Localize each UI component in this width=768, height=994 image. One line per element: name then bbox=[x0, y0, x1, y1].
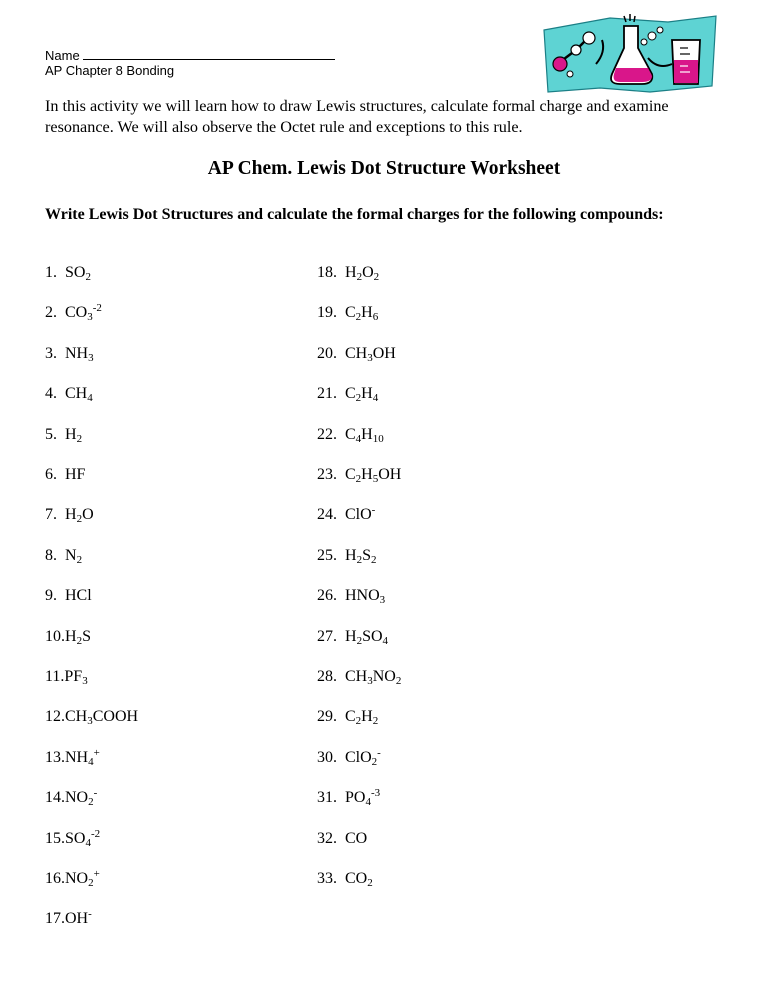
item-number: 28. bbox=[317, 668, 337, 685]
compound-item bbox=[317, 708, 378, 726]
compound-item bbox=[45, 628, 91, 646]
item-number: 29. bbox=[317, 708, 337, 726]
compound-item bbox=[45, 587, 92, 605]
compound-item bbox=[317, 345, 396, 363]
item-formula: $PO_4^{-3}$ bbox=[345, 787, 381, 809]
page-title: AP Chem. Lewis Dot Structure Worksheet bbox=[207, 158, 561, 179]
item-number: 27. bbox=[317, 627, 337, 645]
compound-item bbox=[317, 789, 380, 807]
compound-item bbox=[45, 345, 94, 363]
item-formula: $NH_4^+$ bbox=[65, 746, 100, 768]
compound-item bbox=[45, 668, 88, 686]
item-formula: $C_4H_{10}$ bbox=[345, 425, 384, 445]
item-number: 32. bbox=[317, 829, 337, 847]
instructions: Write Lewis Dot Structures and calculate the formal charges for the following compounds: bbox=[45, 206, 664, 223]
item-number: 26. bbox=[317, 587, 337, 605]
item-formula: $H_2O_2$ bbox=[345, 264, 380, 283]
name-label: Name bbox=[45, 48, 80, 63]
item-number: 15. bbox=[45, 829, 65, 847]
compound-item bbox=[45, 746, 100, 768]
item-formula: $H_2S$ bbox=[65, 627, 91, 647]
item-formula: HF bbox=[65, 466, 86, 483]
chapter-label: AP Chapter 8 Bonding bbox=[45, 63, 175, 78]
compound-item bbox=[317, 385, 378, 403]
item-number: 18. bbox=[317, 264, 337, 281]
item-number: 5. bbox=[45, 425, 57, 443]
item-formula: ClO$_2$- bbox=[345, 746, 381, 768]
compound-item bbox=[45, 264, 91, 282]
compound-item bbox=[317, 264, 379, 282]
item-formula: $CO_3^{-2}$ bbox=[65, 302, 102, 324]
compound-item bbox=[317, 628, 388, 646]
item-formula: $CH_3NO_2$ bbox=[345, 668, 402, 687]
item-formula: $C_2H_2$ bbox=[345, 708, 379, 728]
item-number: 2. bbox=[45, 304, 57, 322]
compound-item bbox=[317, 746, 381, 768]
item-number: 11. bbox=[45, 668, 65, 685]
compound-item bbox=[317, 506, 375, 524]
item-number: 12. bbox=[45, 708, 65, 726]
item-formula: $NH_3$ bbox=[65, 344, 94, 364]
item-formula: $H_2$ bbox=[65, 425, 83, 445]
compound-item bbox=[45, 506, 94, 524]
name-field[interactable] bbox=[45, 46, 335, 63]
compound-item bbox=[45, 385, 93, 403]
item-formula: OH- bbox=[65, 908, 92, 928]
compound-item bbox=[317, 830, 367, 848]
item-formula: $SO_2$ bbox=[65, 264, 91, 283]
item-number: 24. bbox=[317, 506, 337, 524]
compound-item bbox=[45, 304, 102, 322]
item-number: 31. bbox=[317, 789, 337, 807]
name-blank-line[interactable] bbox=[83, 46, 335, 60]
compound-item bbox=[317, 668, 401, 686]
item-number: 16. bbox=[45, 870, 65, 887]
compound-item bbox=[317, 547, 376, 565]
compound-item bbox=[317, 426, 384, 444]
item-number: 19. bbox=[317, 304, 337, 322]
compound-item bbox=[45, 426, 82, 444]
chemistry-lab-clipart-icon bbox=[540, 12, 722, 96]
item-formula: $C_2H_6$ bbox=[345, 304, 379, 324]
item-number: 33. bbox=[317, 870, 337, 887]
intro-paragraph: In this activity we will learn how to draw Lewis structures, calculate formal charge and examine resonance. We will also observe the Octet rule and exceptions to this rule. bbox=[45, 97, 669, 136]
item-number: 8. bbox=[45, 546, 57, 564]
item-formula: $N_2$ bbox=[65, 546, 83, 566]
item-formula: HCl bbox=[65, 587, 92, 605]
item-formula: $HNO_3$ bbox=[345, 587, 386, 607]
compound-item bbox=[45, 547, 82, 565]
item-number: 30. bbox=[317, 748, 337, 766]
compound-item bbox=[45, 708, 138, 726]
item-formula: $SO_4^{-2}$ bbox=[65, 827, 101, 849]
compound-item bbox=[317, 587, 385, 605]
item-number: 3. bbox=[45, 344, 57, 362]
item-formula: $CH_3OH$ bbox=[345, 344, 396, 364]
compound-item bbox=[45, 789, 97, 807]
compound-item bbox=[45, 827, 101, 849]
item-formula: $H_2O$ bbox=[65, 506, 94, 526]
item-number: 25. bbox=[317, 546, 337, 564]
item-number: 6. bbox=[45, 466, 57, 483]
compound-item bbox=[45, 466, 85, 484]
compound-item bbox=[45, 910, 92, 928]
item-formula: $CH_4$ bbox=[65, 385, 93, 405]
compound-item bbox=[317, 466, 401, 484]
item-number: 10. bbox=[45, 627, 65, 645]
item-formula: $CH_3COOH$ bbox=[65, 708, 139, 728]
item-number: 9. bbox=[45, 587, 57, 605]
item-formula: $NO_2^+$ bbox=[65, 868, 100, 889]
item-formula: $NO_2^-$ bbox=[65, 787, 98, 809]
item-formula: CO bbox=[345, 829, 368, 847]
item-formula: $PF_3$ bbox=[64, 668, 88, 687]
item-number: 20. bbox=[317, 344, 337, 362]
item-number: 22. bbox=[317, 425, 337, 443]
item-formula: $CO_2$ bbox=[345, 870, 373, 889]
item-number: 21. bbox=[317, 385, 337, 403]
item-formula: $C_2H_5OH$ bbox=[345, 466, 402, 485]
item-formula: $H_2SO_4$ bbox=[345, 627, 389, 647]
compound-item bbox=[45, 870, 100, 888]
compound-item bbox=[317, 304, 378, 322]
item-number: 4. bbox=[45, 385, 57, 403]
item-number: 7. bbox=[45, 506, 57, 524]
compound-item bbox=[317, 870, 373, 888]
item-formula: $C_2H_4$ bbox=[345, 385, 379, 405]
item-number: 1. bbox=[45, 264, 57, 281]
item-formula: $H_2S_2$ bbox=[345, 546, 377, 566]
item-number: 13. bbox=[45, 748, 65, 766]
item-number: 14. bbox=[45, 789, 65, 807]
item-number: 17. bbox=[45, 910, 65, 928]
item-formula: ClO- bbox=[345, 504, 376, 524]
item-number: 23. bbox=[317, 466, 337, 483]
